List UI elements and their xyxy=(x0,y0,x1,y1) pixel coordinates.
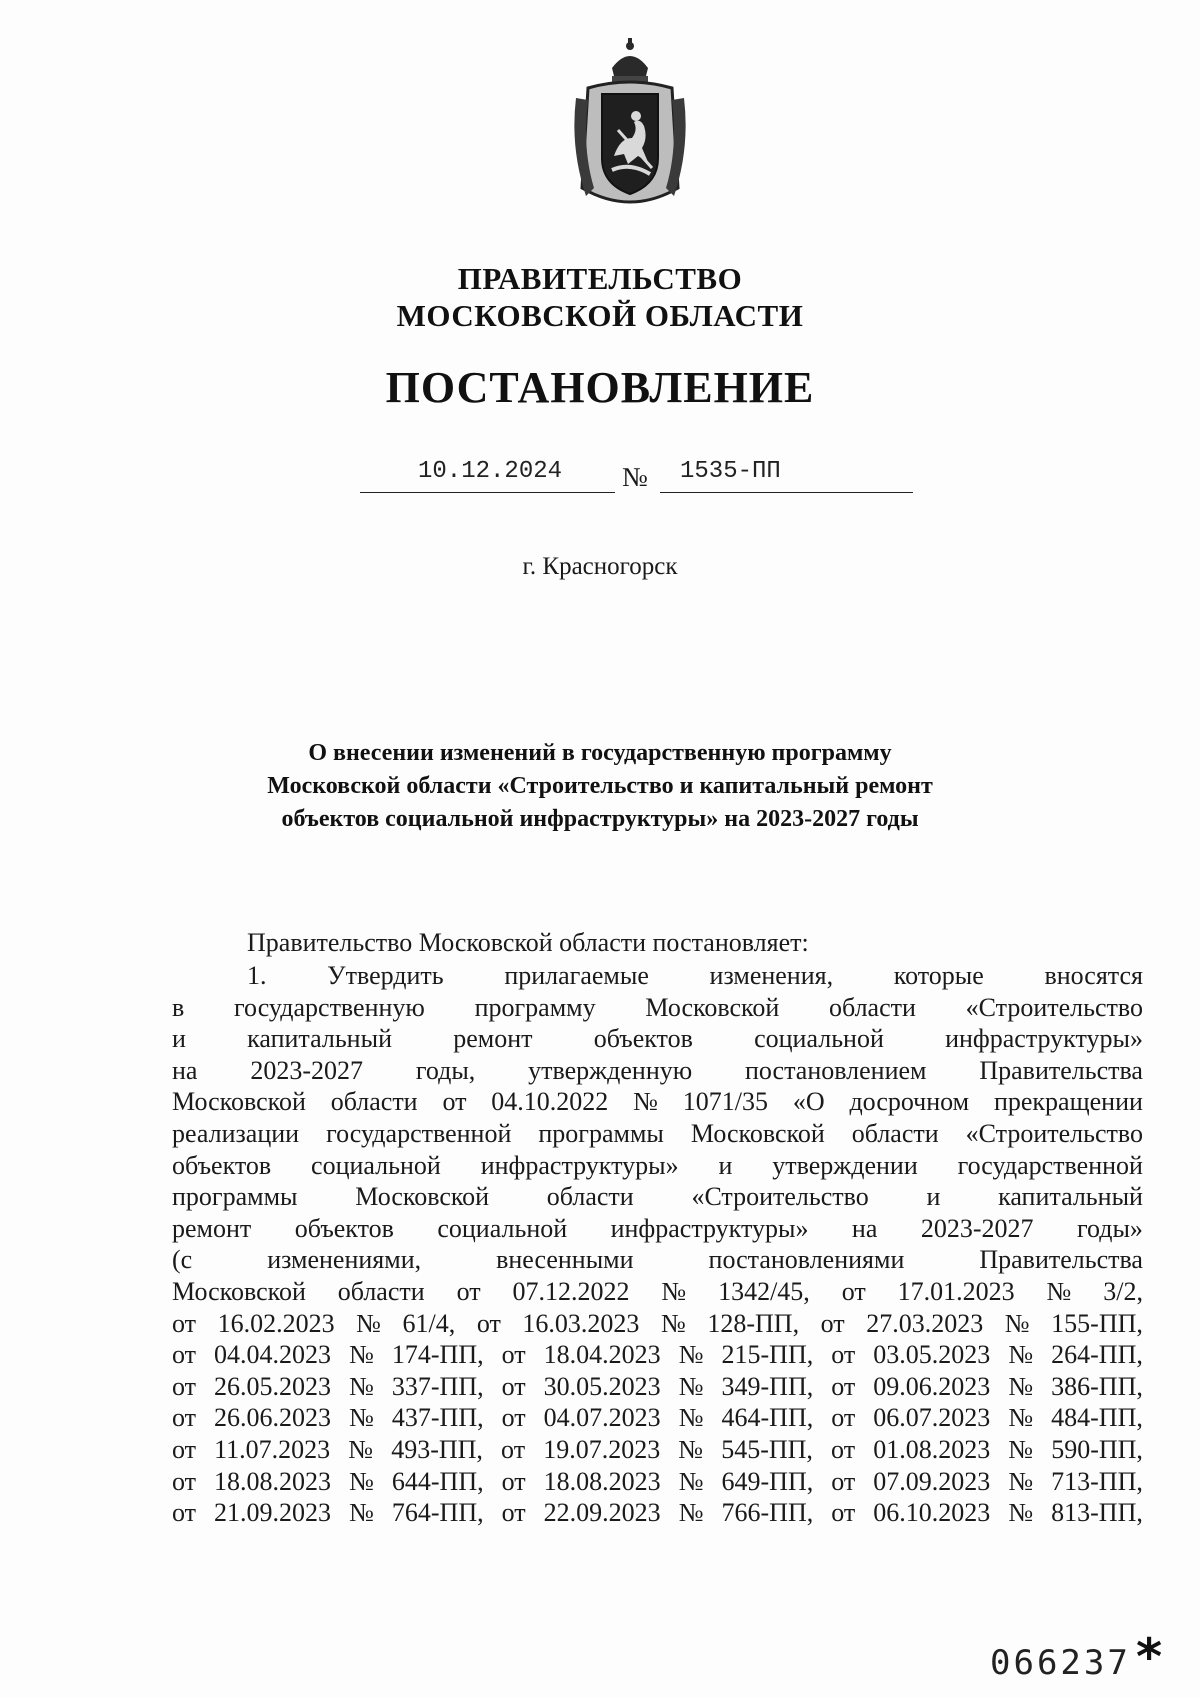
body-word: 18.04.2023 xyxy=(543,1340,661,1370)
body-word: 2023-2027 xyxy=(250,1055,363,1085)
body-word: изменениями, xyxy=(267,1245,422,1275)
body-word: 04.07.2023 xyxy=(543,1403,661,1433)
body-line xyxy=(172,1244,1143,1276)
body-word: 264-ПП, xyxy=(1051,1340,1143,1370)
serial-number: 066237 xyxy=(990,1643,1131,1683)
body-word: 17.01.2023 xyxy=(897,1276,1015,1306)
body-word: № xyxy=(349,1340,374,1370)
body-word: (с xyxy=(172,1245,193,1275)
body-word: Московской xyxy=(355,1182,490,1212)
body-word: от xyxy=(172,1403,197,1433)
document-title xyxy=(200,737,1000,836)
body-word: социальной xyxy=(754,1024,884,1054)
body-word: 07.09.2023 xyxy=(873,1466,991,1496)
body-word: области xyxy=(546,1182,634,1212)
body-word: и xyxy=(172,1024,186,1054)
body-word: области xyxy=(828,992,916,1022)
body-word: 174-ПП, xyxy=(391,1340,484,1370)
body-word: 16.02.2023 xyxy=(217,1308,335,1338)
body-word: постановлениями xyxy=(708,1245,905,1275)
body-word: инфраструктуры» xyxy=(610,1213,809,1243)
body-word: 649-ПП, xyxy=(721,1466,814,1496)
body-word: годы, xyxy=(415,1055,476,1085)
body-word: 484-ПП, xyxy=(1051,1403,1143,1433)
body-word: от xyxy=(442,1087,467,1117)
body-word: капитальный xyxy=(998,1182,1143,1212)
body-word: постановлением xyxy=(745,1055,927,1085)
body-word: реализации xyxy=(172,1118,300,1148)
body-word: изменения, xyxy=(709,961,834,990)
body-word: вносятся xyxy=(1044,961,1143,990)
body-word: 04.04.2023 xyxy=(214,1340,332,1370)
body-line xyxy=(172,960,1143,992)
body-word: от xyxy=(172,1340,197,1370)
body-word: государственной xyxy=(957,1150,1143,1180)
body-intro: Правительство Московской области постановляет: xyxy=(247,928,809,957)
body-word: области xyxy=(330,1087,418,1117)
body-line xyxy=(172,1339,1143,1371)
body-line xyxy=(172,1213,1143,1245)
body-paragraph xyxy=(172,960,1143,1529)
body-word: 27.03.2023 xyxy=(866,1308,984,1338)
body-word: 30.05.2023 xyxy=(543,1371,661,1401)
document-body xyxy=(172,926,1143,1529)
body-word: № xyxy=(1046,1276,1072,1306)
body-word: внесенными xyxy=(496,1245,634,1275)
body-word: от xyxy=(172,1371,197,1401)
body-word: и xyxy=(926,1182,941,1212)
number-sign: № xyxy=(622,462,648,492)
body-word: программу xyxy=(474,992,596,1022)
body-word: от xyxy=(456,1276,481,1306)
title-line: Московской области «Строительство и капитальный ремонт xyxy=(267,773,933,799)
body-line xyxy=(172,1466,1143,1498)
body-word: Московской xyxy=(690,1118,825,1148)
body-line xyxy=(172,992,1143,1024)
body-word: 07.12.2022 xyxy=(512,1276,630,1306)
body-word: 713-ПП, xyxy=(1051,1466,1143,1496)
body-word: от xyxy=(831,1434,856,1464)
body-line xyxy=(172,1308,1143,1340)
body-line xyxy=(172,1055,1143,1087)
body-word: инфраструктуры» xyxy=(945,1024,1143,1054)
body-word: № xyxy=(633,1087,658,1117)
body-word: государственной xyxy=(326,1118,512,1148)
body-word: 764-ПП, xyxy=(391,1498,484,1528)
body-word: 04.10.2022 xyxy=(491,1087,609,1117)
body-word: прилагаемые xyxy=(504,961,649,990)
body-word: от xyxy=(501,1371,526,1401)
body-word: 26.05.2023 xyxy=(214,1371,332,1401)
body-word: 18.08.2023 xyxy=(214,1466,332,1496)
body-word: прекращении xyxy=(993,1087,1143,1117)
body-word: Московской xyxy=(645,992,780,1022)
body-word: 337-ПП, xyxy=(391,1371,484,1401)
body-word: 386-ПП, xyxy=(1051,1371,1143,1401)
body-word: на xyxy=(172,1055,198,1085)
document-type: ПОСТАНОВЛЕНИЕ xyxy=(385,363,815,412)
body-word: от xyxy=(831,1403,856,1433)
body-word: от xyxy=(831,1498,856,1528)
body-word: 813-ПП, xyxy=(1051,1498,1143,1528)
body-word: 21.09.2023 xyxy=(214,1498,332,1528)
body-word: № xyxy=(678,1498,704,1528)
body-word: 493-ПП, xyxy=(391,1434,483,1464)
body-word: от xyxy=(831,1371,856,1401)
body-word: от xyxy=(172,1308,197,1338)
body-line xyxy=(172,1181,1143,1213)
body-word: социальной xyxy=(311,1150,441,1180)
body-word: объектов xyxy=(172,1150,272,1180)
body-word: № xyxy=(660,1308,686,1338)
body-word: № xyxy=(1008,1498,1034,1528)
body-word: 349-ПП, xyxy=(721,1371,814,1401)
organization-name-line2: МОСКОВСКОЙ ОБЛАСТИ xyxy=(396,298,804,333)
body-line xyxy=(172,1402,1143,1434)
body-word: от xyxy=(831,1340,856,1370)
body-word: «Строительство xyxy=(965,992,1143,1022)
body-word: 03.05.2023 xyxy=(873,1340,991,1370)
body-word: социальной xyxy=(437,1213,568,1243)
body-word: № xyxy=(356,1308,381,1338)
body-word: № xyxy=(349,1371,374,1401)
body-word: 22.09.2023 xyxy=(543,1498,661,1528)
body-word: № xyxy=(1008,1340,1034,1370)
body-word: 545-ПП, xyxy=(721,1434,813,1464)
asterisk-mark: * xyxy=(1136,1628,1163,1686)
body-word: 19.07.2023 xyxy=(543,1434,661,1464)
title-line: объектов социальной инфраструктуры» на 2023-2027 годы xyxy=(281,806,919,832)
body-word: от xyxy=(501,1498,526,1528)
body-word: 16.03.2023 xyxy=(522,1308,640,1338)
body-word: 766-ПП, xyxy=(721,1498,814,1528)
body-word: в xyxy=(172,992,185,1022)
body-word: № xyxy=(349,1466,374,1496)
body-word: от xyxy=(172,1466,197,1496)
body-word: 464-ПП, xyxy=(721,1403,814,1433)
body-line xyxy=(172,1276,1143,1308)
coat-of-arms-emblem xyxy=(568,38,692,210)
body-word: 61/4, xyxy=(402,1308,456,1338)
body-line xyxy=(172,1118,1143,1150)
body-word: годы» xyxy=(1076,1213,1143,1243)
body-word: области xyxy=(851,1118,939,1148)
body-word: утверждении xyxy=(772,1150,918,1180)
body-word: и xyxy=(718,1150,733,1180)
body-word: № xyxy=(349,1403,374,1433)
body-word: Правительства xyxy=(979,1055,1143,1085)
body-word: № xyxy=(678,1434,704,1464)
body-word: 01.08.2023 xyxy=(873,1434,991,1464)
body-word: 155-ПП, xyxy=(1051,1308,1143,1338)
body-word: 18.08.2023 xyxy=(543,1466,661,1496)
body-word: 1342/45, xyxy=(718,1276,810,1306)
body-word: программы xyxy=(538,1118,664,1148)
body-word: № xyxy=(349,1498,374,1528)
body-word: от xyxy=(476,1308,501,1338)
body-word: 2023-2027 xyxy=(920,1213,1034,1243)
body-word: «Строительство xyxy=(691,1182,869,1212)
body-word: 644-ПП, xyxy=(391,1466,484,1496)
body-word: от xyxy=(831,1466,856,1496)
body-word: 1. xyxy=(247,961,267,990)
body-line xyxy=(172,1086,1143,1118)
body-word: 437-ПП, xyxy=(391,1403,484,1433)
body-word: объектов xyxy=(294,1213,394,1243)
body-word: № xyxy=(348,1434,374,1464)
body-word: области xyxy=(337,1276,425,1306)
body-word: № xyxy=(661,1276,687,1306)
body-word: от xyxy=(841,1276,866,1306)
body-line xyxy=(172,1023,1143,1055)
body-word: 3/2, xyxy=(1103,1276,1143,1306)
body-word: № xyxy=(1004,1308,1030,1338)
body-line xyxy=(172,1434,1143,1466)
body-word: инфраструктуры» xyxy=(480,1150,679,1180)
body-word: 09.06.2023 xyxy=(873,1371,991,1401)
body-word: «О xyxy=(792,1087,825,1117)
body-word: ремонт xyxy=(172,1213,252,1243)
body-word: от xyxy=(501,1434,526,1464)
document-number: 1535-ПП xyxy=(680,458,781,485)
organization-name-line1: ПРАВИТЕЛЬСТВО xyxy=(457,261,743,296)
body-word: Московской xyxy=(172,1087,306,1117)
body-word: № xyxy=(1008,1403,1034,1433)
body-word: от xyxy=(172,1434,197,1464)
body-word: № xyxy=(678,1371,704,1401)
body-word: капитальный xyxy=(247,1024,392,1054)
body-word: на xyxy=(851,1213,878,1243)
body-word: которые xyxy=(893,961,984,990)
body-word: 215-ПП, xyxy=(721,1340,814,1370)
city-name: г. Красногорск xyxy=(522,553,678,580)
body-word: № xyxy=(1008,1434,1034,1464)
body-word: № xyxy=(1008,1371,1034,1401)
body-word: № xyxy=(1008,1466,1034,1496)
body-word: государственную xyxy=(234,992,425,1022)
body-line xyxy=(172,1150,1143,1182)
body-word: утвержденную xyxy=(528,1055,693,1085)
body-word: ремонт xyxy=(453,1024,533,1054)
body-word: от xyxy=(820,1308,845,1338)
body-word: № xyxy=(678,1340,704,1370)
body-word: от xyxy=(172,1498,197,1528)
body-word: 06.07.2023 xyxy=(873,1403,991,1433)
body-word: от xyxy=(501,1340,526,1370)
body-word: от xyxy=(501,1403,526,1433)
body-word: 06.10.2023 xyxy=(873,1498,991,1528)
body-word: 11.07.2023 xyxy=(214,1434,331,1464)
body-word: Утвердить xyxy=(327,961,444,990)
body-word: № xyxy=(678,1403,704,1433)
body-word: досрочном xyxy=(849,1087,970,1117)
title-line: О внесении изменений в государственную программу xyxy=(308,740,892,766)
body-line xyxy=(172,1497,1143,1529)
body-word: объектов xyxy=(593,1024,693,1054)
body-word: Московской xyxy=(172,1276,306,1306)
body-word: от xyxy=(501,1466,526,1496)
document-date: 10.12.2024 xyxy=(418,458,563,485)
body-word: 590-ПП, xyxy=(1051,1434,1143,1464)
body-word: 128-ПП, xyxy=(707,1308,800,1338)
body-word: «Строительство xyxy=(965,1118,1143,1148)
body-line xyxy=(172,1371,1143,1403)
body-word: 1071/35 xyxy=(682,1087,768,1117)
body-word: Правительства xyxy=(979,1245,1143,1275)
body-word: 26.06.2023 xyxy=(214,1403,332,1433)
body-word: № xyxy=(678,1466,704,1496)
body-word: программы xyxy=(172,1182,298,1212)
